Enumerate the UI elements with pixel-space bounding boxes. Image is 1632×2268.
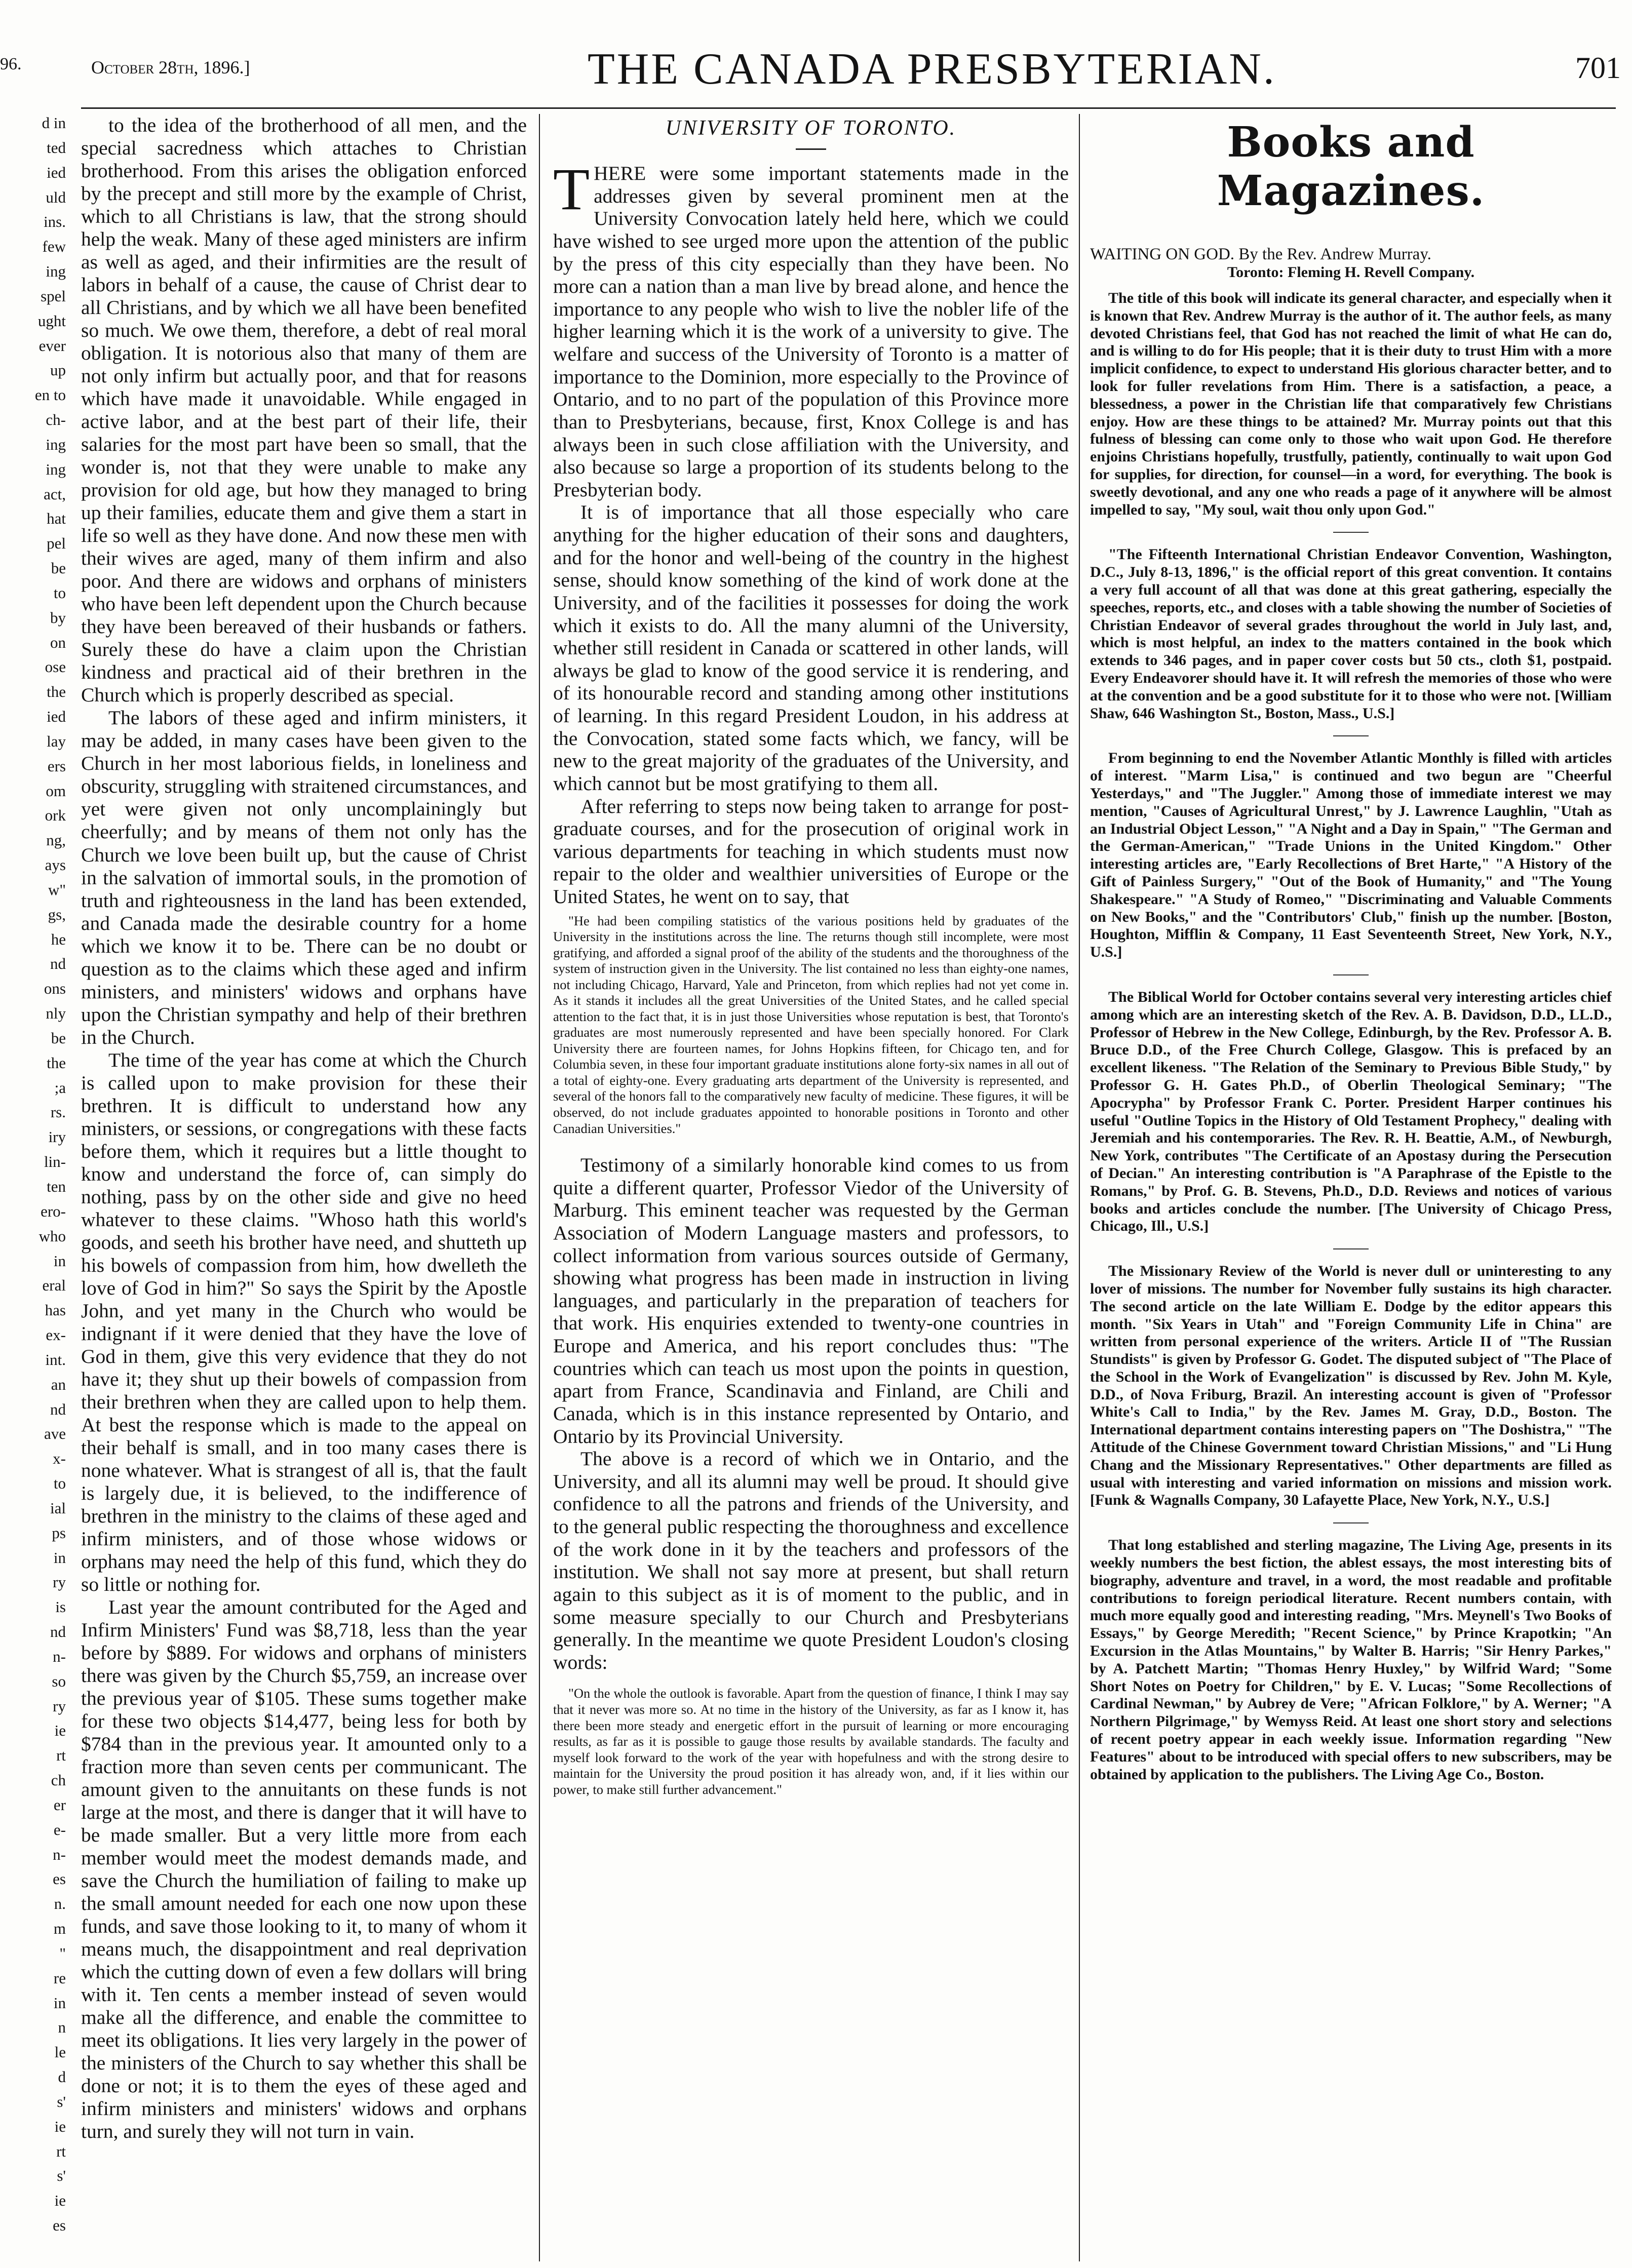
margin-fragment: es (53, 2216, 66, 2235)
margin-fragment: uld (46, 188, 66, 206)
margin-fragment: nd (50, 1623, 66, 1641)
article-paragraph: Last year the amount contributed for the Aged and Infirm Ministers' Fund was $8,718, less than the year before by $889. For widows and orphans of ministers there was given by the Church $5,759, an increase over the previous year of $105. These sums together make for these two objects $14,477, being less for both by $784 than in the previous year. It amounted only to a fraction more than seven cents per communicant. The amount given to the annuitants on these funds is not large at the most, and there is danger that it will have to be made smaller. But a very little more from each member would meet the modest demands made, and save the Church the humiliation of failing to make up the small amount needed for each one now upon these funds, and save those looking to it, to many of whom it means much, the disappointment and real deprivation which the cutting down of even a few dollars will bring with it. Ten cents a member instead of seven would make all the difference, and enable the committee to meet its obligations. It lies very largely in the power of the ministers of the Church to say whether this shall be done or not; it is to them the eyes of these aged and infirm ministers and ministers' widows and orphans turn, and surely they will not turn in vain. (81, 1596, 527, 2143)
margin-fragment: rt (56, 2142, 66, 2160)
article-paragraph (553, 156, 1069, 501)
margin-fragment: ose (45, 658, 66, 676)
margin-fragment: ied (47, 708, 66, 726)
margin-fragment: w" (48, 880, 66, 898)
margin-fragment: rt (56, 1746, 66, 1765)
quoted-extract: "He had been compiling statistics of the various positions held by graduates of the University in the institutions across the line. The returns though still incomplete, were most gratifying, and afforded a signal proof of the ability of the students and the thoroughness of the system of instruction given in the University. The list contained no less than eighty-one names, not including Chicago, Harvard, Yale and Princeton, from which replies had not yet come in. As it stands it includes all the great Universities of the United States, and he called special attention to the fact that, it is in just those Universities whose reputation is best, that Toronto's graduates are most numerously represented and have been specially honored. For Clark University there are fourteen names, for Johns Hopkins fifteen, for Chicago ten, and for Columbia seven, in these four important graduate institutions alone forty-six names in all out of a total of eighty-one. Every graduating arts department of the University is represented, and several of the honors fall to the comparatively new faculty of medicine. These figures, it will be observed, do not include graduates appointed to honorable positions in Toronto and other Canadian Universities." (553, 913, 1069, 1136)
previous-page-number: 96. (0, 55, 22, 73)
column-left-article (81, 114, 527, 2261)
review-paragraph: The Missionary Review of the World is never dull or uninteresting to any lover of missions. The number for November fully sustains its high character. The second article on the late William E. Dodge by the editor appears this month. "Six Years in Utah" and "Foreign Community Life in China" are written from personal experience of the writers. Article II of "The Russian Stundists" is given by Professor G. Godet. The disputed subject of "The Place of the School in the Work of Evangelization" is discussed by Rev. John M. Kyle, D.D., of Nova Friburg, Brazil. An interesting account is given of "Professor White's Call to India," by the Rev. James M. Gray, D.D., Boston. The International department contains interesting papers on "The Doshistra," "The Attitude of the Chinese Government toward Christian Missions," and "Li Hung Chang and the Missionary Representatives." Other departments are filled as usual with interesting and varied information on missions and mission work. [Funk & Wagnalls Company, 30 Lafayette Place, New York, N.Y., U.S.] (1090, 1263, 1612, 1509)
margin-fragment: is (55, 1598, 66, 1616)
article-paragraph: Testimony of a similarly honorable kind comes to us from quite a different quarter, Professor Viedor of the University of Marburg. This eminent teacher was requested by the German Association of Modern Language masters and professors, to collect information from various sources outside of Germany, showing what progress has been made in instruction in living languages, and particularly in the preparation of teachers for that work. His enquiries extended to twenty-one countries in Europe and America, and his report concludes thus: "The countries which can teach us most upon the points in question, apart from France, Scandinavia and Finland, are Chili and Canada, which is in this instance represented by Ontario, and Ontario by its Provincial University. (553, 1154, 1069, 1448)
article-paragraph: It is of importance that all those especially who care anything for the higher education of their sons and daughters, and for the honor and well-being of the country in the highest sense, should know something of the kind of work done at the University, and of the facilities it possesses for doing the work which it exists to do. All the many alumni of the University, whether still resident in Canada or scattered in other lands, will always be glad to know of the good service it is rendering, and of its honourable record and standing among other institutions of learning. In this regard President Loudon, in his address at the Convocation, stated some facts which, we fancy, will be new to the great majority of the graduates of the University, and which cannot but be most gratifying to them all. (553, 501, 1069, 795)
margin-fragment: n. (54, 1895, 66, 1913)
margin-fragment: few (42, 238, 66, 256)
margin-fragment: en to (34, 386, 66, 404)
margin-fragment: an (51, 1375, 66, 1393)
review-divider (1333, 532, 1369, 533)
margin-fragment: ie (54, 2117, 66, 2135)
margin-fragment: ps (52, 1523, 66, 1542)
margin-fragment: m (53, 1920, 66, 1938)
margin-fragment: lin- (44, 1153, 66, 1171)
margin-fragment: n- (53, 1647, 66, 1665)
section-title: Books and Magazines. (1217, 118, 1485, 215)
margin-fragment: ever (38, 336, 66, 355)
margin-fragment: es (53, 1870, 66, 1888)
article-paragraph: The above is a record of which we in Ontario, and the University, and all its alumni may well be proud. It should give confidence to all the patrons and friends of the University, and to the general public respecting the thoroughness and excellence of the work done in it by the teachers and professors of the institution. We shall not say more at present, but shall return again to this subject as it is of moment to the public, and in some measure specially to our Church and Presbyterians generally. In the meantime we quote President Loudon's closing words: (553, 1448, 1069, 1673)
article-paragraph: to the idea of the brotherhood of all men, and the special sacredness which attaches to Christian brotherhood. From this arises the obligation enforced by the precept and still more by the example of Christ, which to all Christians is law, that the strong should help the weak. Many of these aged ministers are infirm as well as aged, and their infirmities are the result of labors in behalf of a cause, the cause of Christ dear to all Christians, and by which we all have been benefited so much. We owe them, therefore, a debt of real moral obligation. It is notorious also that many of them are not only infirm but actually poor, and that for reasons which have made it unavoidable. While engaged in active labor, and at the best part of their life, their salaries for the most part have been so small, that the wonder is, not that they were unable to make any provision for old age, but how they managed to bring up their families, educate them and give them a start in life so well as they have done. And now these men with their wives are aged, many of them infirm and also poor. And there are widows and orphans of ministers who have been left dependent upon the Church because they have been bereaved of their husbands or fathers. Surely these do have a claim upon the Christian kindness and practical aid of their brethren in the Church which is properly described as special. (81, 114, 527, 707)
margin-fragment: s' (57, 2167, 66, 2185)
review-paragraph: The Biblical World for October contains several very interesting articles chief among which are an interesting sketch of the Rev. A. B. Davidson, D.D., LL.D., Professor of Hebrew in the New College, Edinburgh, by the Rev. Professor A. B. Bruce D.D., of the Free Church College, Glasgow. This is prefaced by an excellent likeness. "The Relation of the Seminary to Previous Bible Study," by Professor G. H. Gates Ph.D., of Oberlin Theological Seminary; "The Apocrypha" by Professor Frank C. Porter. President Harper continues his useful "Outline Topics in the History of Old Testament Prophecy," dealing with Jeremiah and his contemporaries. The Rev. R. H. Beattie, A.M., of Newburgh, New York, contributes "The Certificate of an Apostasy during the Persecution of Decian." An interesting contribution is "A Paraphrase of the Epistle to the Romans," by Prof. G. B. Stevens, Ph.D., D.D. Reviews and notices of various books and articles conclude the number. [The University of Chicago Press, Chicago, Ill., U.S.] (1090, 988, 1612, 1235)
margin-fragment: who (38, 1227, 66, 1245)
margin-fragment: ch- (46, 411, 66, 429)
margin-fragment: ted (47, 138, 66, 157)
margin-fragment: ork (45, 806, 66, 825)
drop-cap: T (553, 156, 590, 222)
margin-fragment: in (53, 1548, 66, 1567)
margin-fragment: ex- (46, 1326, 66, 1344)
margin-fragment: the (47, 683, 66, 701)
margin-fragment: " (59, 1944, 66, 1962)
book-heading: WAITING ON GOD. By the Rev. Andrew Murray. (1090, 245, 1431, 263)
margin-fragment: be (51, 559, 66, 577)
margin-fragment: iry (48, 1128, 66, 1146)
margin-fragment: ch (51, 1771, 66, 1789)
margin-fragment: up (50, 361, 66, 379)
margin-fragment: to (53, 583, 66, 602)
margin-fragment: re (53, 1969, 66, 1987)
page-number: 701 (1575, 51, 1621, 85)
header-rule (81, 107, 1616, 109)
margin-fragment: n- (53, 1845, 66, 1863)
margin-fragment: x- (53, 1450, 66, 1468)
article-paragraph: After referring to steps now being taken to arrange for post-graduate courses, and for the prosecution of original work in various departments for teaching in which students must now repair to the older and wealthier universities of Europe or the United States, he went on to say, that (553, 795, 1069, 908)
column-rule-2 (1079, 114, 1080, 2261)
margin-fragment: e- (53, 1820, 66, 1839)
adjacent-page-margin (0, 114, 71, 2261)
margin-fragment: ng, (46, 831, 66, 849)
article-paragraph: The labors of these aged and infirm ministers, it may be added, in many cases have been given to the Church in her most laborious fields, in loneliness and obscurity, struggling with straitened circumstances, and yet were given not only uncomplainingly but cheerfully; and by means of them not only has the Church we love been built up, but the cause of Christ in the salvation of immortal souls, in the promotion of truth and righteousness in the land has been extended, and Canada made the desirable country for a home which we know it to be. There can be no doubt or question as to the claims which these aged and infirm ministers, and ministers' widows and orphans have upon the Christian sympathy and help of their brethren in the Church. (81, 707, 527, 1048)
margin-fragment: nd (50, 955, 66, 973)
margin-fragment: ied (47, 163, 66, 181)
margin-fragment: d in (42, 114, 66, 132)
issue-date: October 28th, 1896.] (91, 57, 250, 77)
margin-fragment: d (58, 2068, 66, 2086)
newspaper-title: THE CANADA PRESBYTERIAN. (588, 45, 1276, 94)
paragraph-text: HERE were some important statements made in the addresses given by several prominent men at the University Convocation lately held here, which we could have wished to see urged more upon the attention of the public by the press of this city especially than they have been. No more can a nation than a man live by bread alone, and hence the importance to any people who wish to live the nobler life of the higher learning which it is the work of a university to give. The welfare and success of the University of Toronto is a matter of importance to the Dominion, more especially to the Province of Ontario, and to no part of the population of this Province more than to Presbyterians, because, first, Knox College is and has always been in such close affiliation with the University, and also because so large a proportion of its students belong to the Presbyterian body. (553, 162, 1069, 501)
margin-fragment: ial (50, 1499, 66, 1517)
margin-fragment: ons (44, 980, 66, 998)
margin-fragment: ing (46, 262, 66, 281)
margin-fragment: ero- (41, 1202, 66, 1220)
margin-fragment: lay (47, 732, 66, 750)
margin-fragment: be (51, 1029, 66, 1047)
margin-fragment: ays (45, 856, 66, 874)
margin-fragment: act, (44, 485, 66, 503)
margin-fragment: nly (46, 1004, 66, 1023)
section-title: UNIVERSITY OF TORONTO. (665, 116, 957, 140)
review-divider (1333, 974, 1369, 975)
margin-fragment: nd (50, 1400, 66, 1418)
margin-fragment: ave (44, 1425, 66, 1443)
margin-fragment: le (54, 2043, 66, 2061)
margin-fragment: has (45, 1301, 66, 1319)
margin-fragment: n (58, 2018, 66, 2037)
review-divider (1333, 1248, 1369, 1249)
margin-fragment: hat (47, 510, 66, 528)
margin-fragment: s' (57, 2092, 66, 2110)
margin-fragment: by (50, 608, 66, 627)
margin-fragment: ins. (44, 213, 66, 231)
margin-fragment: in (53, 1993, 66, 2012)
title-divider (796, 148, 826, 150)
margin-fragment: rs. (50, 1103, 66, 1121)
review-paragraph: From beginning to end the November Atlantic Monthly is filled with articles of interest. "Marm Lisa," is continued and two begun are "Cheerful Yesterdays," and "The Juggler." Among those of immediate interest we may mention, "Causes of Agricultural Unrest," by J. Lawrence Laughlin, "Utah as an Industrial Object Lesson," "A Night and a Day in Spain," "The German and the German-American," "Trade Unions in the United Kingdom." Other interesting articles are, "Early Recollections of Bret Harte," "A History of the Gift of Painless Surgery," "Out of the Book of Humanity," and "The Young Shakespeare." "A Study of Romeo," "Discriminating and Valuable Comments on New Books," and the "Contributors' Club," finish up the number. [Boston, Houghton, Mifflin & Company, 11 East Seventeenth Street, New York, N.Y., U.S.] (1090, 750, 1612, 961)
margin-fragment: int. (45, 1350, 66, 1368)
review-paragraph: "The Fifteenth International Christian Endeavor Convention, Washington, D.C., July 8-13, 1896," is the official report of this great convention. It contains a very full account of all that was done at this great gathering, especially the speeches, reports, etc., and closes with a table showing the number of Societies of Christian Endeavor of several grades throughout the world in July last, and, which is most helpful, an index to the matters contained in the book which extends to 346 pages, and in paper cover costs but 50 cts., cloth $1, postpaid. Every Endeavorer should have it. It will refresh the memories of those who were at the convention and be a good substitute for it to those who were not. [William Shaw, 646 Washington St., Boston, Mass., U.S.] (1090, 546, 1612, 722)
margin-fragment: eral (42, 1276, 66, 1295)
margin-fragment: in (53, 1252, 66, 1270)
margin-fragment: ing (46, 435, 66, 453)
book-publisher: Toronto: Fleming H. Revell Company. (1227, 264, 1475, 281)
margin-fragment: ry (53, 1697, 66, 1715)
margin-fragment: he (51, 930, 66, 948)
review-paragraph: That long established and sterling magazine, The Living Age, presents in its weekly numbers the best fiction, the ablest essays, the most interesting bits of biography, adventure and travel, in a word, the most readable and profitable contributions to foreign periodical literature. Recent numbers contain, with much more equally good and interesting reading, "Mrs. Meynell's Two Books of Essays," by George Meredith; "Recent Science," by Prince Krapotkin; "An Excursion in the Atlas Mountains," by Walter B. Harris; "Sir Henry Parkes," by A. Patchett Martin; "Thomas Henry Huxley," by Wilfrid Ward; "Some Short Notes on Poetry for Children," by E. V. Lucas; "Some Recollections of Cardinal Newman," by Aubrey de Vere; "African Folklore," by A. Werner; "A Northern Pilgrimage," by Wemyss Reid. At least one short story and selections of recent poetry appear in each weekly issue. Information regarding "New Features" about to be introduced with special offers to new subscribers, may be obtained by application to the publishers. The Living Age Co., Boston. (1090, 1537, 1612, 1783)
margin-fragment: spel (41, 287, 66, 305)
review-divider (1333, 1522, 1369, 1523)
margin-fragment: ;a (54, 1078, 66, 1097)
margin-fragment: to (53, 1474, 66, 1493)
margin-fragment: pel (47, 534, 66, 553)
margin-fragment: om (46, 781, 66, 800)
margin-fragment: the (47, 1053, 66, 1072)
margin-fragment: ie (54, 1722, 66, 1740)
margin-fragment: er (53, 1795, 66, 1814)
margin-fragment: gs, (48, 905, 66, 923)
margin-fragment: on (50, 633, 66, 651)
margin-fragment: ught (37, 311, 66, 330)
margin-fragment: so (52, 1672, 66, 1690)
page-header (0, 0, 1632, 116)
column-university-of-toronto (553, 114, 1069, 2261)
margin-fragment: ing (46, 460, 66, 478)
margin-fragment: ers (47, 757, 66, 775)
quoted-extract: "On the whole the outlook is favorable. Apart from the question of finance, I think I may say that it never was more so. At no time in the history of the University, as far as I know it, has there been more steady and energetic effort in the pursuit of learning or more encouraging results, as far as it is possible to gauge those results by available standards. The faculty and myself look forward to the work of the year with hopefulness and with the strong desire to maintain for the University the proud position it has already won, and, if it lies within our power, to make still further advancement." (553, 1686, 1069, 1797)
margin-fragment: ry (53, 1573, 66, 1591)
margin-fragment: ten (47, 1178, 66, 1195)
column-rule-1 (539, 114, 540, 2261)
column-books-and-magazines (1090, 114, 1612, 2261)
article-paragraph: The time of the year has come at which the Church is called upon to make provision for these their brethren. It is difficult to understand how any ministers, or sessions, or congregations with these facts before them, which it requires but a little thought to know and understand the force of, can simply do nothing, pass by on the other side and give no heed whatever to these claims. "Whoso hath this world's goods, and seeth his brother have need, and shutteth up his bowels of compassion from him, how dwelleth the love of God in him?" So says the Spirit by the Apostle John, and yet many in the Church who would be indignant if it were denied that they have the love of God in them, give this very evidence that they do not have it; they shut up their bowels of compassion from their brethren when they are called upon to help them. At best the response which is made to the appeal on their behalf is small, and in too many cases there is none whatever. What is strangest of all is, that the fault is largely due, it is believed, to the indifference of brethren in the ministry to the claims of these aged and infirm ministers, and of those whose widows or orphans may need the help of this fund, which they do so little or nothing for. (81, 1048, 527, 1595)
margin-fragment: ie (54, 2192, 66, 2210)
review-paragraph: The title of this book will indicate its general character, and especially when it is known that Rev. Andrew Murray is the author of it. The author feels, as many devoted Christians feel, that God has not reached the limit of what He can do, and is willing to do for His people; that it is their duty to trust Him with a more implicit confidence, to expect to understand His glorious character better, and to look for fuller revelations from Him. There is a satisfaction, a peace, a blessedness, a power in the Christian life that comparatively few Christians enjoy. How are these things to be attained? Mr. Murray points out that this fulness of blessing can come only to those who wait upon God. He therefore enjoins Christians hopefully, trustfully, patiently, continually to wait upon God for supplies, for direction, for counsel—in a word, for everything. The book is sweetly devotional, and any one who reads a page of it anywhere will be almost impelled to say, "My soul, wait thou only upon God." (1090, 290, 1612, 518)
review-divider (1333, 735, 1369, 736)
